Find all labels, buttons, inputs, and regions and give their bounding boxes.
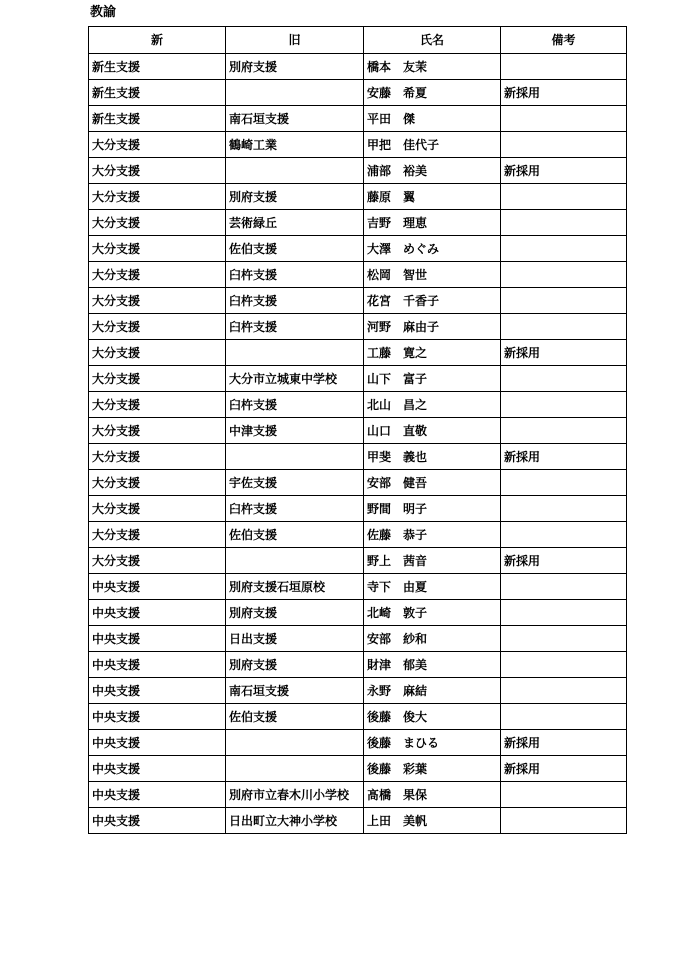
table-row [89,236,627,262]
table-row [89,314,627,340]
cell-name: 北山 昌之 [364,392,501,418]
cell-remarks [501,314,627,340]
cell-new: 大分支援 [89,262,226,288]
cell-remarks [501,522,627,548]
table-row [89,522,627,548]
cell-new: 大分支援 [89,158,226,184]
table-row [89,444,627,470]
cell-new: 大分支援 [89,340,226,366]
cell-name: 安部 健吾 [364,470,501,496]
table-row [89,106,627,132]
cell-new: 中央支援 [89,756,226,782]
cell-new: 新生支援 [89,80,226,106]
cell-new: 中央支援 [89,730,226,756]
cell-remarks [501,470,627,496]
table-row [89,496,627,522]
cell-new: 大分支援 [89,210,226,236]
cell-old: 臼杵支援 [226,496,364,522]
cell-old: 佐伯支援 [226,704,364,730]
cell-name: 髙橋 果保 [364,782,501,808]
cell-new: 大分支援 [89,496,226,522]
header-name: 氏名 [364,27,501,54]
table-row [89,808,627,834]
cell-old: 南石垣支援 [226,678,364,704]
cell-remarks [501,132,627,158]
cell-remarks [501,184,627,210]
cell-new: 大分支援 [89,184,226,210]
cell-name: 後藤 まひる [364,730,501,756]
cell-old: 別府支援石垣原校 [226,574,364,600]
table-row [89,678,627,704]
cell-remarks [501,366,627,392]
cell-old: 芸術緑丘 [226,210,364,236]
table-row [89,288,627,314]
cell-old: 別府支援 [226,184,364,210]
cell-name: 甲斐 義也 [364,444,501,470]
cell-name: 寺下 由夏 [364,574,501,600]
table-row [89,80,627,106]
cell-remarks: 新採用 [501,80,627,106]
cell-remarks [501,236,627,262]
cell-remarks: 新採用 [501,340,627,366]
table-body [89,54,627,834]
cell-name: 野上 茜音 [364,548,501,574]
table-row [89,600,627,626]
table-row [89,132,627,158]
table-row [89,782,627,808]
table-row [89,366,627,392]
cell-new: 中央支援 [89,678,226,704]
cell-old: 臼杵支援 [226,392,364,418]
cell-new: 中央支援 [89,600,226,626]
cell-name: 浦部 裕美 [364,158,501,184]
cell-name: 河野 麻由子 [364,314,501,340]
cell-name: 後藤 俊大 [364,704,501,730]
cell-remarks [501,392,627,418]
cell-new: 大分支援 [89,132,226,158]
cell-name: 大澤 めぐみ [364,236,501,262]
cell-new: 大分支援 [89,470,226,496]
cell-new: 大分支援 [89,548,226,574]
cell-old: 佐伯支援 [226,522,364,548]
cell-old: 臼杵支援 [226,314,364,340]
cell-name: 山下 富子 [364,366,501,392]
cell-remarks [501,808,627,834]
cell-old: 日出町立大神小学校 [226,808,364,834]
cell-name: 甲把 佳代子 [364,132,501,158]
cell-name: 吉野 理恵 [364,210,501,236]
cell-old: 宇佐支援 [226,470,364,496]
cell-new: 新生支援 [89,106,226,132]
table-row [89,54,627,80]
cell-remarks [501,496,627,522]
cell-new: 中央支援 [89,626,226,652]
cell-old: 別府支援 [226,652,364,678]
header-row [89,27,627,54]
cell-name: 野間 明子 [364,496,501,522]
cell-new: 大分支援 [89,392,226,418]
cell-new: 中央支援 [89,704,226,730]
cell-old [226,756,364,782]
cell-old: 大分市立城東中学校 [226,366,364,392]
cell-name: 山口 直敬 [364,418,501,444]
cell-name: 花宮 千香子 [364,288,501,314]
table-row [89,470,627,496]
cell-name: 安藤 希夏 [364,80,501,106]
table-row [89,210,627,236]
cell-name: 安部 紗和 [364,626,501,652]
cell-new: 中央支援 [89,808,226,834]
table-row [89,158,627,184]
cell-name: 工藤 寛之 [364,340,501,366]
cell-remarks [501,418,627,444]
table-row [89,418,627,444]
cell-new: 大分支援 [89,444,226,470]
cell-new: 大分支援 [89,288,226,314]
cell-old [226,158,364,184]
cell-remarks: 新採用 [501,548,627,574]
table-row [89,392,627,418]
cell-old: 臼杵支援 [226,262,364,288]
cell-old: 中津支援 [226,418,364,444]
cell-remarks [501,210,627,236]
cell-new: 中央支援 [89,574,226,600]
cell-new: 大分支援 [89,522,226,548]
cell-new: 大分支援 [89,236,226,262]
cell-name: 橋本 友茉 [364,54,501,80]
cell-remarks: 新採用 [501,444,627,470]
cell-name: 平田 傑 [364,106,501,132]
header-remarks: 備考 [501,27,627,54]
page-heading: 教諭 [90,5,117,20]
cell-remarks [501,652,627,678]
header-new: 新 [89,27,226,54]
header-old: 旧 [226,27,364,54]
cell-name: 北崎 敦子 [364,600,501,626]
table-row [89,626,627,652]
cell-name: 永野 麻結 [364,678,501,704]
cell-remarks [501,106,627,132]
cell-remarks [501,704,627,730]
cell-old [226,340,364,366]
cell-old: 臼杵支援 [226,288,364,314]
table-row [89,652,627,678]
table-row [89,262,627,288]
table-row [89,730,627,756]
cell-name: 藤原 翼 [364,184,501,210]
cell-name: 後藤 彩葉 [364,756,501,782]
cell-old [226,730,364,756]
cell-name: 上田 美帆 [364,808,501,834]
cell-remarks [501,600,627,626]
cell-old: 別府支援 [226,600,364,626]
cell-remarks [501,678,627,704]
cell-old: 鶴崎工業 [226,132,364,158]
cell-new: 大分支援 [89,366,226,392]
cell-new: 中央支援 [89,652,226,678]
table-row [89,184,627,210]
cell-new: 新生支援 [89,54,226,80]
cell-remarks [501,626,627,652]
cell-remarks [501,262,627,288]
table-row [89,548,627,574]
cell-old: 別府支援 [226,54,364,80]
cell-old [226,80,364,106]
cell-remarks [501,574,627,600]
cell-new: 中央支援 [89,782,226,808]
personnel-table [88,26,627,834]
table-row [89,756,627,782]
cell-name: 佐藤 恭子 [364,522,501,548]
cell-remarks [501,288,627,314]
cell-old [226,548,364,574]
cell-old: 佐伯支援 [226,236,364,262]
cell-new: 大分支援 [89,314,226,340]
cell-remarks [501,782,627,808]
cell-old [226,444,364,470]
cell-remarks: 新採用 [501,730,627,756]
cell-remarks [501,54,627,80]
cell-remarks: 新採用 [501,158,627,184]
cell-name: 財津 郁美 [364,652,501,678]
cell-remarks: 新採用 [501,756,627,782]
cell-new: 大分支援 [89,418,226,444]
cell-name: 松岡 智世 [364,262,501,288]
table-row [89,704,627,730]
cell-old: 日出支援 [226,626,364,652]
table-row [89,574,627,600]
cell-old: 別府市立春木川小学校 [226,782,364,808]
cell-old: 南石垣支援 [226,106,364,132]
table-row [89,340,627,366]
